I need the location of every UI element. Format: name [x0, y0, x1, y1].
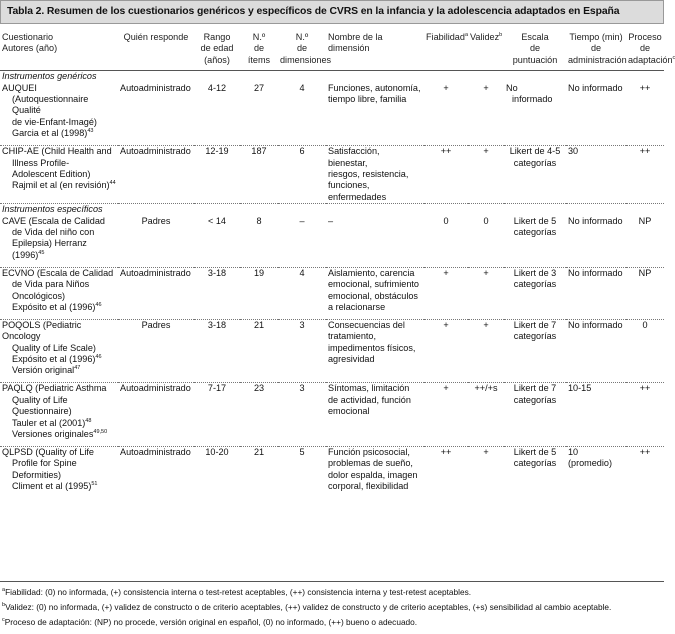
cell-age: < 14 — [208, 215, 226, 226]
cell-questionnaire: CHIP-AE (Child Health and Illness Profile- Adolescent Edition) Rajmil et al (en revisión)$^{44}$ — [0, 146, 118, 204]
table-row — [0, 146, 664, 204]
cell-scale: Likert de 7 categorías — [504, 319, 566, 377]
cell-validity: + — [468, 446, 504, 492]
table-bottom-rule — [0, 581, 664, 582]
cell-respondent: Autoadministrado — [118, 383, 194, 441]
cell-respondent: Autoadministrado — [120, 82, 191, 93]
cell-dims: 5 — [278, 446, 326, 492]
header-reliability: Fiabilidad$^a$ — [424, 30, 468, 71]
cell-scale: Likert de 3 categorías — [504, 267, 566, 313]
cell-dims: – — [299, 215, 305, 226]
cell-adaptation: NP — [638, 215, 652, 226]
cell-respondent: Autoadministrado — [118, 267, 194, 313]
cell-adaptation: 0 — [626, 319, 664, 377]
cell-age: 7-17 — [194, 383, 240, 441]
cell-validity: 0 — [483, 215, 489, 226]
cell-questionnaire: PAQLQ (Pediatric Asthma Quality of Life Questionnaire) Tauler et al $(2001)^{48}$ Versiones originales$^{49,50}$ — [0, 383, 118, 441]
cell-reliability: + — [424, 267, 468, 313]
cell-adaptation: ++ — [626, 383, 664, 441]
table-row — [0, 267, 664, 313]
cell-dimension: – — [328, 215, 334, 226]
cell-age: 12-19 — [194, 146, 240, 204]
table-title-bar — [0, 0, 664, 24]
cell-adaptation: ++ — [626, 146, 664, 204]
cell-questionnaire: AUQUEI (Autoquestionnaire Qualité de vie-Enfant-Imagé) Garcia et al $(1998)^{43}$ — [2, 82, 97, 139]
footnote-validity: $^b$Validez: (0) no informada, (+) validez de constructo o de criterio aceptables, (++) validez de constructo y de criterio aceptables, (+s) sensibilidad al cambio aceptable. — [2, 602, 612, 612]
cell-respondent: Padres — [118, 319, 194, 377]
cell-validity: + — [468, 267, 504, 313]
cell-dims: 6 — [278, 146, 326, 204]
table-row — [0, 83, 664, 140]
cell-questionnaire: POQOLS (Pediatric Oncology Quality of Life Scale) Expósito et al $(1996)^{46}$ Versión original$^{47}$ — [0, 319, 118, 377]
cell-age: 3-18 — [194, 319, 240, 377]
header-dimension-name: Nombre de la dimensión — [326, 30, 424, 71]
cell-validity: ++/+s — [468, 383, 504, 441]
cell-reliability: 0 — [443, 215, 449, 226]
header-age: Rango de edad (años) — [194, 30, 240, 71]
cell-respondent: Autoadministrado — [118, 146, 194, 204]
cell-scale: Likert de 7 categorías — [504, 383, 566, 441]
footnotes — [2, 585, 664, 630]
cell-dims: 3 — [278, 319, 326, 377]
cell-questionnaire: ECVNO (Escala de Calidad de Vida para Niños Oncológicos) Expósito et al $(1996)^{46}$ — [0, 267, 118, 313]
cell-adaptation: ++ — [639, 82, 651, 93]
footnote-adaptation: $^c$Proceso de adaptación: (NP) no procede, versión original en español, (0) no informado, (++) bueno o adecuado. — [2, 617, 418, 627]
section-label: Instrumentos específicos — [0, 204, 664, 216]
cell-dims: 3 — [278, 383, 326, 441]
table-row — [0, 383, 664, 441]
header-respondent: Quién responde — [118, 30, 194, 71]
cell-validity: + — [468, 319, 504, 377]
cell-questionnaire: QLPSD (Quality of Life Profile for Spine Deformities) Climent et al $(1995)^{51}$ — [0, 446, 118, 492]
cell-reliability: + — [443, 82, 449, 93]
cell-validity: + — [468, 146, 504, 204]
header-time: Tiempo (min) de administración — [566, 30, 626, 71]
section-generic — [0, 71, 664, 83]
cell-dimension: Síntomas, limitación de actividad, función emocional — [326, 383, 424, 441]
cell-dimension: Consecuencias del tratamiento, impedimentos físicos, agresividad — [326, 319, 424, 377]
cell-dimension: Satisfacción, bienestar, riesgos, resistencia, funciones, enfermedades — [326, 146, 424, 204]
cell-items: 8 — [256, 215, 262, 226]
header-questionnaire: Cuestionario Autores (año) — [0, 30, 118, 71]
cell-items: 19 — [240, 267, 278, 313]
cell-age: 4-12 — [207, 82, 227, 93]
table-row — [0, 216, 664, 262]
cell-dims: 4 — [299, 82, 305, 93]
footnote-reliability: $^a$Fiabilidad: (0) no informada, (+) consistencia interna o test-retest aceptables, (++) consistencia interna y test-retest aceptables. — [2, 587, 472, 597]
cell-time: 10 (promedio) — [566, 446, 626, 492]
cell-time: No informado — [568, 215, 623, 226]
cell-dims: 4 — [278, 267, 326, 313]
cell-scale: No informado — [506, 82, 553, 105]
cell-adaptation: ++ — [626, 446, 664, 492]
cell-respondent: Padres — [141, 215, 171, 226]
cell-items: 21 — [240, 319, 278, 377]
header-row — [0, 30, 664, 71]
cell-dimension: Funciones, autonomía, tiempo libre, familia — [328, 82, 421, 105]
header-adaptation: Proceso de adaptación$^c$ — [626, 30, 664, 71]
cell-time: No informado — [566, 267, 626, 313]
cell-reliability: + — [424, 383, 468, 441]
cell-items: 187 — [240, 146, 278, 204]
cell-items: 23 — [240, 383, 278, 441]
cell-dimension: Aislamiento, carencia emocional, sufrimiento emocional, obstáculos a relacionarse — [326, 267, 424, 313]
cell-respondent: Autoadministrado — [118, 446, 194, 492]
cell-reliability: + — [424, 319, 468, 377]
cell-scale: Likert de 5 categorías — [504, 446, 566, 492]
cell-questionnaire: CAVE (Escala de Calidad de Vida del niño con Epilepsia) Herranz $(1996)^{45}$ — [2, 215, 105, 260]
cell-dimension: Función psicosocial, problemas de sueño, dolor espalda, imagen corporal, flexibilidad — [326, 446, 424, 492]
cell-time: No informado — [568, 82, 623, 93]
section-specific — [0, 204, 664, 216]
cell-time: No informado — [566, 319, 626, 377]
cell-validity: + — [483, 82, 489, 93]
header-items: N.º de ítems — [240, 30, 278, 71]
header-dimensions: N.º de dimensiones — [278, 30, 326, 71]
cell-items: 27 — [253, 82, 265, 93]
cell-reliability: ++ — [424, 446, 468, 492]
cell-age: 10-20 — [194, 446, 240, 492]
cell-scale: Likert de 4-5 categorías — [504, 146, 566, 204]
cell-adaptation: NP — [626, 267, 664, 313]
table-title: Tabla 2. Resumen de los cuestionarios genéricos y específicos de CVRS en la infancia y la adolescencia adaptados en España — [7, 6, 620, 17]
cell-scale: Likert de 5 categorías — [513, 215, 557, 237]
cell-time: 30 — [566, 146, 626, 204]
table-row — [0, 319, 664, 377]
cvrs-table — [0, 30, 675, 493]
table-row — [0, 446, 664, 492]
cell-age: 3-18 — [194, 267, 240, 313]
cell-time: 10-15 — [566, 383, 626, 441]
header-scale: Escala de puntuación — [504, 30, 566, 71]
header-validity: Validez$^b$ — [468, 30, 504, 71]
cell-items: 21 — [240, 446, 278, 492]
cell-reliability: ++ — [424, 146, 468, 204]
section-label: Instrumentos genéricos — [2, 71, 97, 82]
